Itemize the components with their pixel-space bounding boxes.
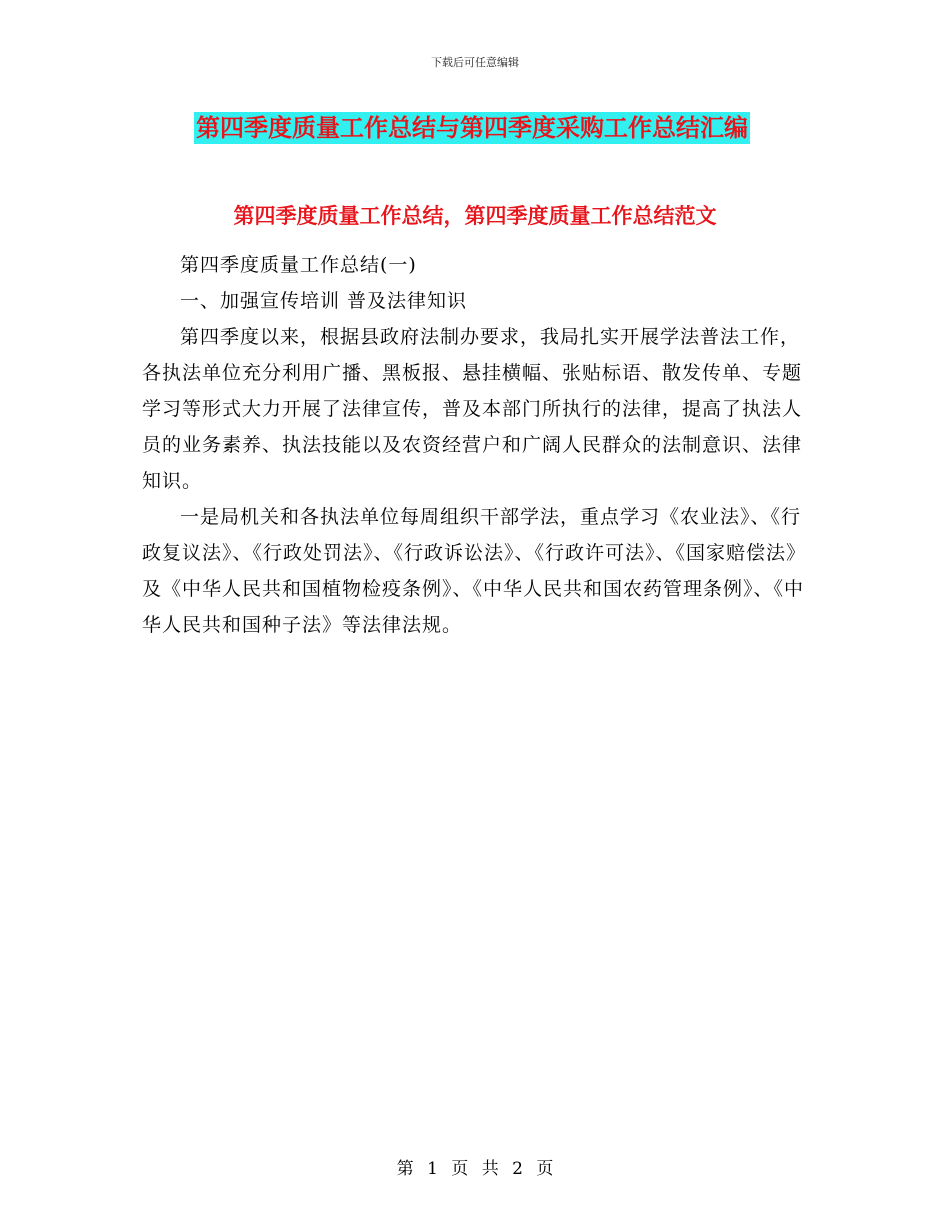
body-paragraph: 第四季度以来，根据县政府法制办要求，我局扎实开展学法普法工作，各执法单位充分利用广播、黑板报、悬挂横幅、张贴标语、散发传单、专题学习等形式大力开展了法律宣传，普及本部门所执行的法律，提高了执法人员的业务素养、执法技能以及农资经营户和广阔人民群众的法制意识、法律知识。 <box>142 326 803 492</box>
sub-heading: 一、加强宣传培训 普及法律知识 <box>180 290 468 312</box>
page-number-footer: 第 1 页 共 2 页 <box>396 1159 554 1179</box>
body-paragraph: 一是局机关和各执法单位每周组织干部学法，重点学习《农业法》、《行政复议法》、《行政处罚法》、《行政诉讼法》、《行政许可法》、《国家赔偿法》及《中华人民共和国植物检疫条例》、《中华人民共和国农药管理条例》、《中华人民共和国种子法》等法律法规。 <box>142 506 805 636</box>
section-heading: 第四季度质量工作总结(一) <box>180 254 417 276</box>
document-body <box>142 247 804 643</box>
document-main-title: 第四季度质量工作总结与第四季度采购工作总结汇编 <box>196 114 748 142</box>
page-header-note: 下载后可任意编辑 <box>431 56 519 69</box>
document-sub-title: 第四季度质量工作总结，第四季度质量工作总结范文 <box>233 204 717 228</box>
